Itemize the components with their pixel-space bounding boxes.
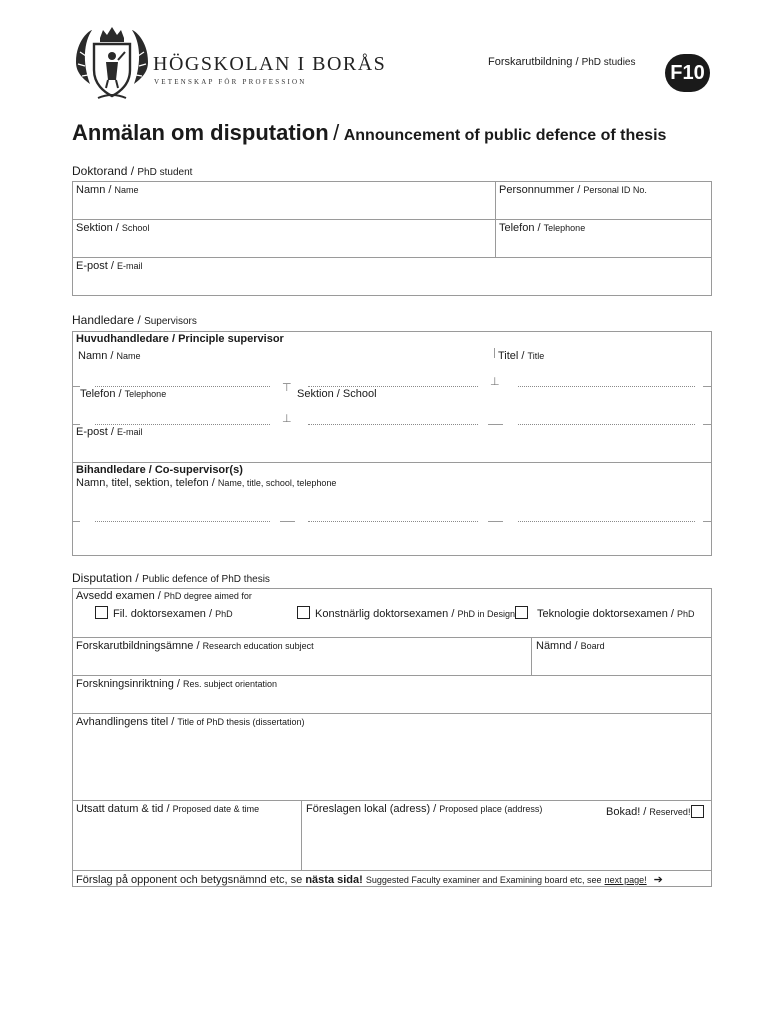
degree-heading: Avsedd examen / PhD degree aimed for (76, 590, 252, 602)
reserved-label: Bokad! / Reserved! (606, 806, 691, 818)
student-name-field[interactable]: Namn / Name (76, 184, 139, 196)
student-section (72, 181, 712, 296)
defence-heading: Disputation / Public defence of PhD thesis (72, 571, 270, 585)
thesis-title-field[interactable]: Avhandlingens titel / Title of PhD thesis (dissertation) (76, 716, 305, 728)
supervisors-section (72, 331, 712, 556)
degree-option-1-checkbox[interactable] (95, 606, 108, 619)
principal-supervisor-name-field[interactable]: Namn / Name (78, 350, 141, 362)
co-supervisor-fields[interactable]: Namn, titel, sektion, telefon / Name, title, school, telephone (76, 477, 337, 489)
program-label-sv: Forskarutbildning (488, 56, 573, 68)
reserved-checkbox[interactable] (691, 805, 704, 818)
degree-option-3-label: Teknologie doktorsexamen / PhD (537, 608, 695, 620)
degree-option-3-checkbox[interactable] (515, 606, 528, 619)
title-sv: Anmälan om disputation (72, 120, 329, 145)
program-label: Forskarutbildning / PhD studies (488, 56, 636, 68)
research-orientation-field[interactable]: Forskningsinriktning / Res. subject orientation (76, 678, 278, 690)
student-heading: Doktorand / PhD student (72, 164, 193, 178)
student-email-field[interactable]: E-post / E-mail (76, 260, 143, 272)
next-page-note: Förslag på opponent och betygsnämnd etc, se nästa sida! Suggested Faculty examiner and Examining board etc, see next page! ➔ (76, 874, 663, 886)
university-seal-logo (70, 22, 154, 102)
degree-option-1-label: Fil. doktorsexamen / PhD (113, 608, 233, 620)
principal-supervisor-heading: Huvudhandledare / Principle supervisor (76, 333, 284, 345)
institution-name: HÖGSKOLAN I BORÅS (153, 53, 387, 75)
co-supervisor-heading: Bihandledare / Co-supervisor(s) (76, 464, 243, 476)
next-page-link[interactable]: next page! (604, 875, 647, 885)
board-field[interactable]: Nämnd / Board (536, 640, 605, 652)
degree-option-2-label: Konstnärlig doktorsexamen / PhD in Design (315, 608, 515, 620)
principal-supervisor-phone-field[interactable]: Telefon / Telephone (80, 388, 167, 400)
student-personal-id-field[interactable]: Personnummer / Personal ID No. (499, 184, 647, 196)
student-school-field[interactable]: Sektion / School (76, 222, 150, 234)
form-code-badge (665, 54, 710, 92)
student-phone-field[interactable]: Telefon / Telephone (499, 222, 586, 234)
institution-motto: VETENSKAP FÖR PROFESSION (154, 78, 307, 86)
research-subject-field[interactable]: Forskarutbildningsämne / Research education subject (76, 640, 314, 652)
title-separator: / (333, 120, 340, 145)
form-code: F10 (670, 62, 705, 84)
program-label-en: PhD studies (581, 57, 636, 68)
principal-supervisor-school-field[interactable]: Sektion / School (297, 388, 377, 400)
degree-option-2-checkbox[interactable] (297, 606, 310, 619)
title-en: Announcement of public defence of thesis (343, 127, 667, 144)
proposed-place-field[interactable]: Föreslagen lokal (adress) / Proposed place (address) (306, 803, 543, 815)
principal-supervisor-title-field[interactable]: Titel / Title (498, 350, 545, 362)
page-title (72, 120, 666, 146)
principal-supervisor-email-field[interactable]: E-post / E-mail (76, 426, 143, 438)
proposed-date-field[interactable]: Utsatt datum & tid / Proposed date & time (76, 803, 260, 815)
arrow-right-icon: ➔ (653, 874, 663, 886)
supervisors-heading: Handledare / Supervisors (72, 313, 197, 327)
defence-section (72, 588, 712, 887)
